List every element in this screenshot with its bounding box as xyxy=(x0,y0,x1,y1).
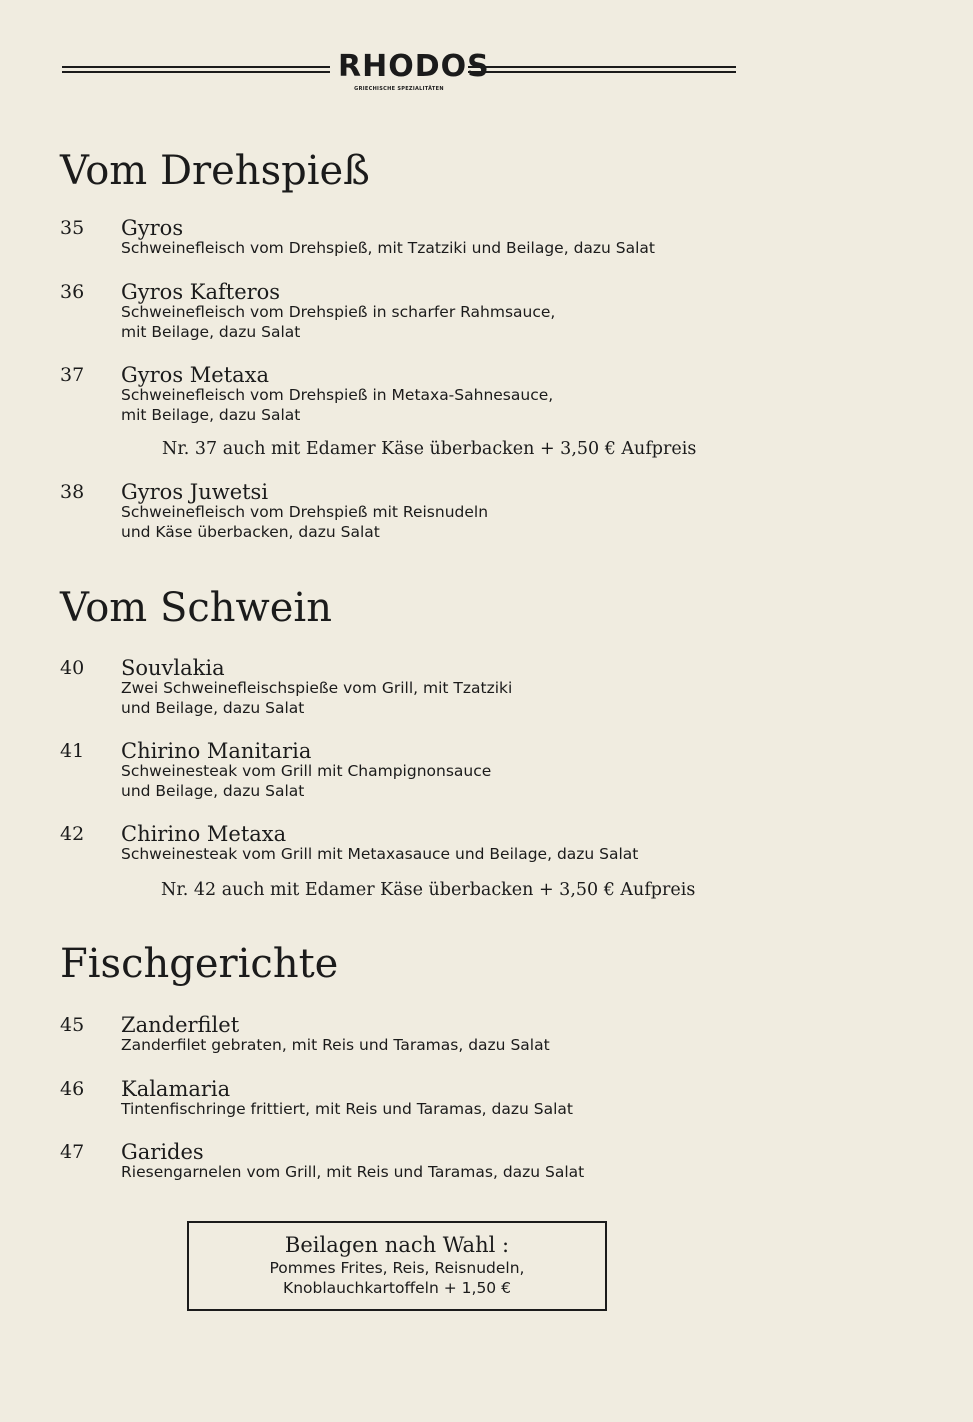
item-description: Riesengarnelen vom Grill, mit Reis und Taramas, dazu Salat xyxy=(121,1163,585,1181)
item-description: Zanderfilet gebraten, mit Reis und Taramas, dazu Salat xyxy=(121,1036,550,1054)
side-dishes-line: Pommes Frites, Reis, Reisnudeln, xyxy=(269,1259,525,1277)
brand-logo: RHODOS xyxy=(338,49,490,84)
side-dishes-box xyxy=(187,1221,607,1311)
item-number: 41 xyxy=(60,740,85,762)
item-name: Gyros Kafteros xyxy=(121,280,281,304)
section-note: Nr. 37 auch mit Edamer Käse überbacken + 3,50 € Aufpreis xyxy=(162,439,697,459)
item-name: Chirino Metaxa xyxy=(121,822,287,846)
item-number: 35 xyxy=(60,217,85,239)
section-title-fisch: Fischgerichte xyxy=(60,941,339,987)
item-number: 36 xyxy=(60,281,85,303)
item-description: Schweinefleisch vom Drehspieß mit Reisnudeln und Käse überbacken, dazu Salat xyxy=(121,503,489,541)
item-name: Zanderfilet xyxy=(121,1013,240,1037)
item-number: 38 xyxy=(60,481,85,503)
section-title-schwein: Vom Schwein xyxy=(60,585,332,631)
item-name: Gyros Metaxa xyxy=(121,363,270,387)
item-number: 37 xyxy=(60,364,85,386)
item-description: Zwei Schweinefleischspieße vom Grill, mit Tzatziki und Beilage, dazu Salat xyxy=(121,679,513,717)
side-dishes-title: Beilagen nach Wahl : xyxy=(284,1233,510,1257)
item-name: Souvlakia xyxy=(121,656,225,680)
item-number: 47 xyxy=(60,1141,85,1163)
item-description: Schweinefleisch vom Drehspieß, mit Tzatziki und Beilage, dazu Salat xyxy=(121,239,656,257)
item-number: 45 xyxy=(60,1014,85,1036)
item-name: Gyros Juwetsi xyxy=(121,480,269,504)
item-number: 42 xyxy=(60,823,85,845)
item-description: Tintenfischringe frittiert, mit Reis und Taramas, dazu Salat xyxy=(121,1100,573,1118)
item-description: Schweinefleisch vom Drehspieß in scharfer Rahmsauce, mit Beilage, dazu Salat xyxy=(121,303,556,341)
section-title-drehspiess: Vom Drehspieß xyxy=(60,148,370,194)
item-description: Schweinesteak vom Grill mit Champignonsauce und Beilage, dazu Salat xyxy=(121,762,492,800)
side-dishes-line: Knoblauchkartoffeln + 1,50 € xyxy=(283,1279,511,1297)
item-description: Schweinesteak vom Grill mit Metaxasauce und Beilage, dazu Salat xyxy=(121,845,639,863)
item-name: Kalamaria xyxy=(121,1077,231,1101)
section-note: Nr. 42 auch mit Edamer Käse überbacken + 3,50 € Aufpreis xyxy=(161,880,696,900)
brand-subtitle: GRIECHISCHE SPEZIALITÄTEN xyxy=(354,86,444,92)
item-number: 46 xyxy=(60,1078,85,1100)
item-name: Garides xyxy=(121,1140,204,1164)
item-number: 40 xyxy=(60,657,85,679)
item-name: Gyros xyxy=(121,216,184,240)
item-description: Schweinefleisch vom Drehspieß in Metaxa-Sahnesauce, mit Beilage, dazu Salat xyxy=(121,386,554,424)
item-name: Chirino Manitaria xyxy=(121,739,312,763)
